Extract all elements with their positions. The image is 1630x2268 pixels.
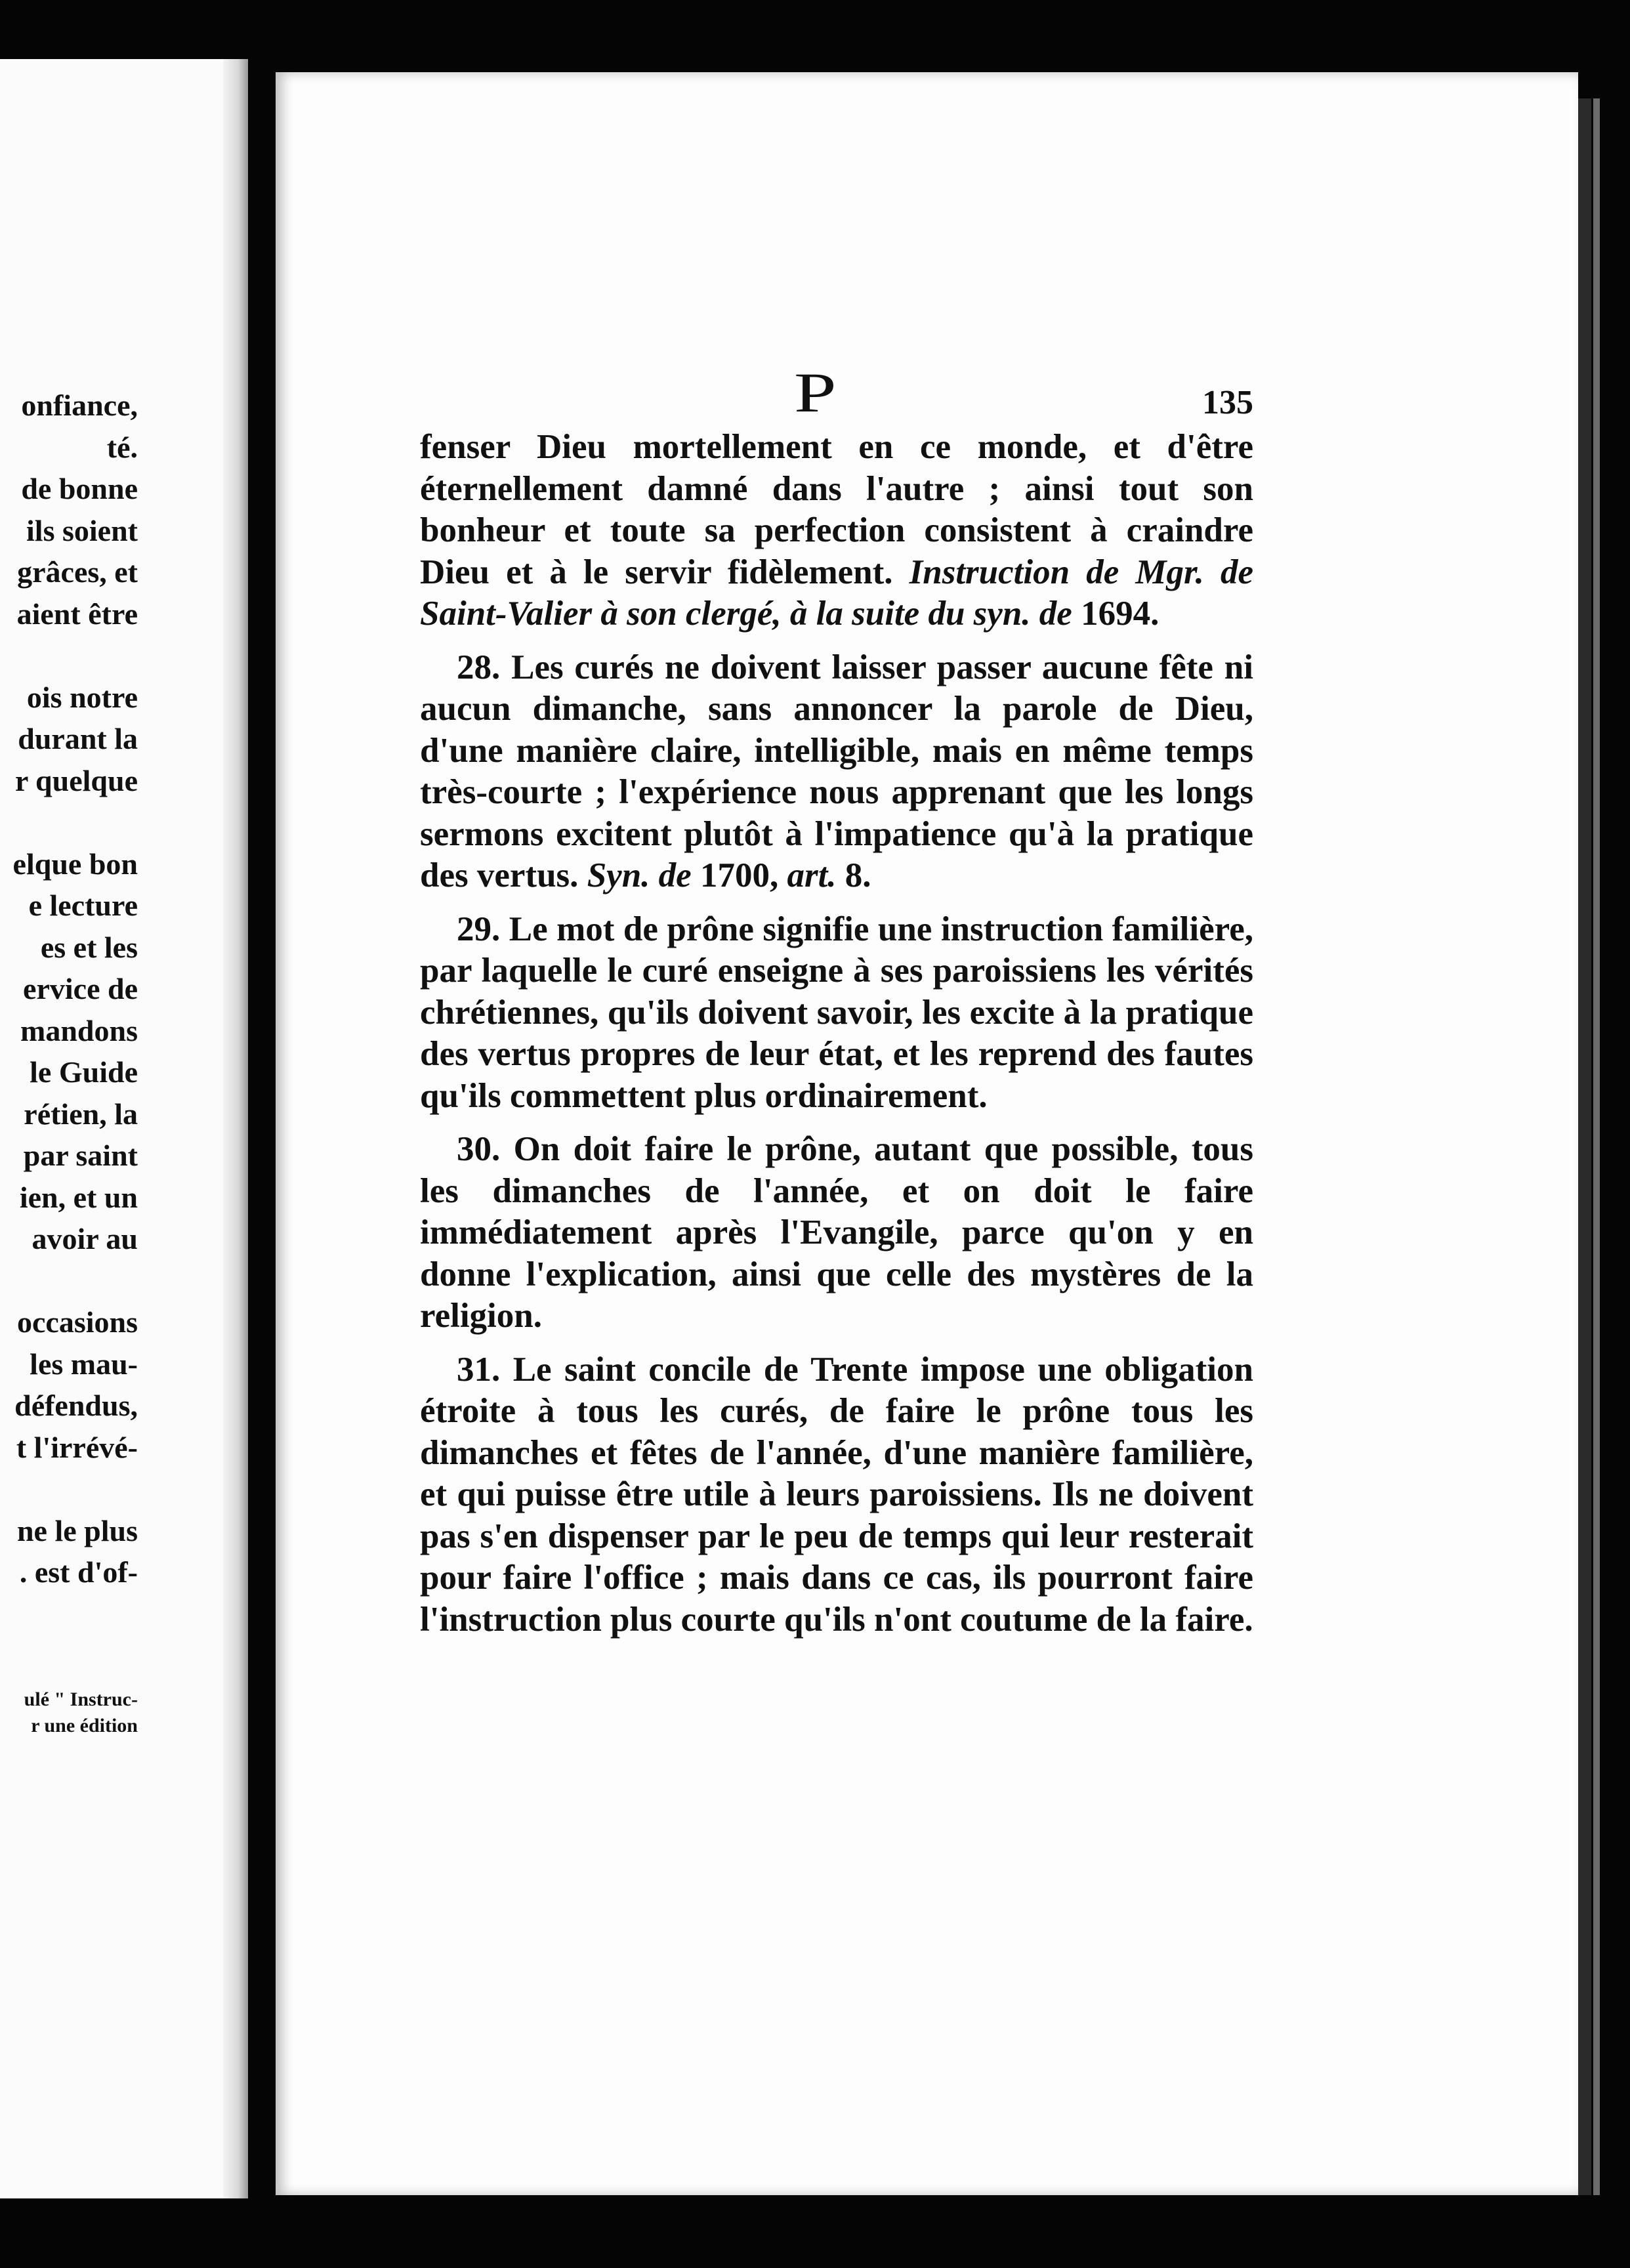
paragraph-number: 28.	[457, 648, 501, 686]
left-page-line: r quelque	[14, 763, 138, 797]
left-page-line: ien, et un	[19, 1180, 138, 1214]
right-page-edge-outer	[1593, 98, 1600, 2195]
left-page-line: ervice de	[23, 972, 138, 1005]
paragraph-28	[420, 647, 1253, 897]
left-page-line: grâces, et	[17, 555, 138, 589]
left-page-line: té.	[106, 430, 138, 464]
left-page-line: ois notre	[26, 680, 138, 714]
left-page-line: onfiance,	[21, 388, 138, 422]
paragraph-number: 30.	[457, 1130, 501, 1168]
left-page-line: avoir au	[31, 1222, 138, 1255]
left-page-line: elque bon	[12, 847, 138, 881]
body-text	[420, 427, 1253, 1641]
citation-year: 1700,	[700, 856, 779, 894]
left-page-line: le Guide	[30, 1055, 138, 1089]
citation-article: art.	[787, 856, 837, 894]
right-page-edge	[1578, 98, 1591, 2195]
paragraph-text: Le saint concile de Trente impose une obligation étroite à tous les curés, de faire le prône tous les dimanches et fêtes de l'année, d'une manière familière, et qui puisse être utile à leurs paroissiens. Ils ne doivent pas s'en dispenser par le peu de temps qui leur resterait pour faire l'office ; mais dans ce cas, ils pourront faire l'instruction plus courte qu'ils n'ont coutume de la faire.	[420, 1350, 1253, 1639]
paragraph-31	[420, 1349, 1253, 1641]
left-page	[0, 59, 248, 2198]
left-page-line: ne le plus	[16, 1513, 138, 1547]
left-page-line: défendus,	[14, 1389, 138, 1422]
left-page-gutter	[223, 59, 248, 2198]
citation: Instruction de Mgr. de Saint-Valier à son clergé, à la suite du syn. de	[420, 553, 1254, 633]
left-page-line: mandons	[20, 1013, 138, 1047]
left-page-line: t l'irrévé-	[16, 1430, 138, 1464]
left-page-footnote-line: r une édition	[31, 1715, 138, 1736]
left-page-line: aient être	[16, 597, 138, 631]
citation: Syn. de	[587, 856, 692, 894]
running-header-letter: P	[794, 361, 837, 424]
paragraph-30	[420, 1129, 1253, 1337]
paragraph-text: fenser Dieu mortellement en ce monde, et d'être éternellement damné dans l'autre ; ainsi tout son bonheur et toute sa perfection consistent à craindre Dieu et à le servir fidèlement.	[420, 428, 1253, 591]
paragraph-text: On doit faire le prône, autant que possible, tous les dimanches de l'année, et on doit le faire immédiatement après l'Evangile, parce qu'on y en donne l'explication, ainsi que celle des mystères de la religion.	[420, 1130, 1254, 1335]
left-page-line: . est d'of-	[19, 1555, 138, 1589]
left-page-line: par saint	[23, 1139, 138, 1172]
paragraph-text: Le mot de prône signifie une instruction familière, par laquelle le curé enseigne à ses paroissiens les vérités chrétiennes, qu'ils doivent savoir, les excite à la pratique des vertus propres de leur état, et les reprend des fautes qu'ils commettent plus ordinairement.	[420, 910, 1253, 1115]
left-page-line: occasions	[17, 1305, 138, 1339]
paragraph-text: Les curés ne doivent laisser passer aucune fête ni aucun dimanche, sans annoncer la parole de Dieu, d'une manière claire, intelligible, mais en même temps très-courte ; l'expérience nous apprenant que les longs sermons excitent plutôt à l'impatience qu'à la pratique des vertus.	[420, 648, 1253, 894]
left-page-line: de bonne	[21, 472, 138, 505]
left-page-line: durant la	[18, 722, 138, 755]
paragraph-29	[420, 909, 1253, 1118]
left-page-line: es et les	[40, 930, 138, 964]
left-page-footnote-line: ulé " Instruc-	[24, 1689, 138, 1710]
paragraph-number: 31.	[457, 1350, 501, 1389]
paragraph-continuation	[420, 427, 1253, 635]
citation-article-number: 8.	[845, 856, 871, 894]
page-number: 135	[1202, 384, 1253, 421]
left-page-line: ils soient	[26, 513, 138, 547]
left-page-line: les mau-	[30, 1347, 138, 1381]
left-page-line: e lecture	[28, 889, 138, 922]
paragraph-number: 29.	[457, 910, 501, 948]
citation-year: 1694.	[1081, 595, 1160, 633]
left-page-line: rétien, la	[24, 1097, 138, 1131]
